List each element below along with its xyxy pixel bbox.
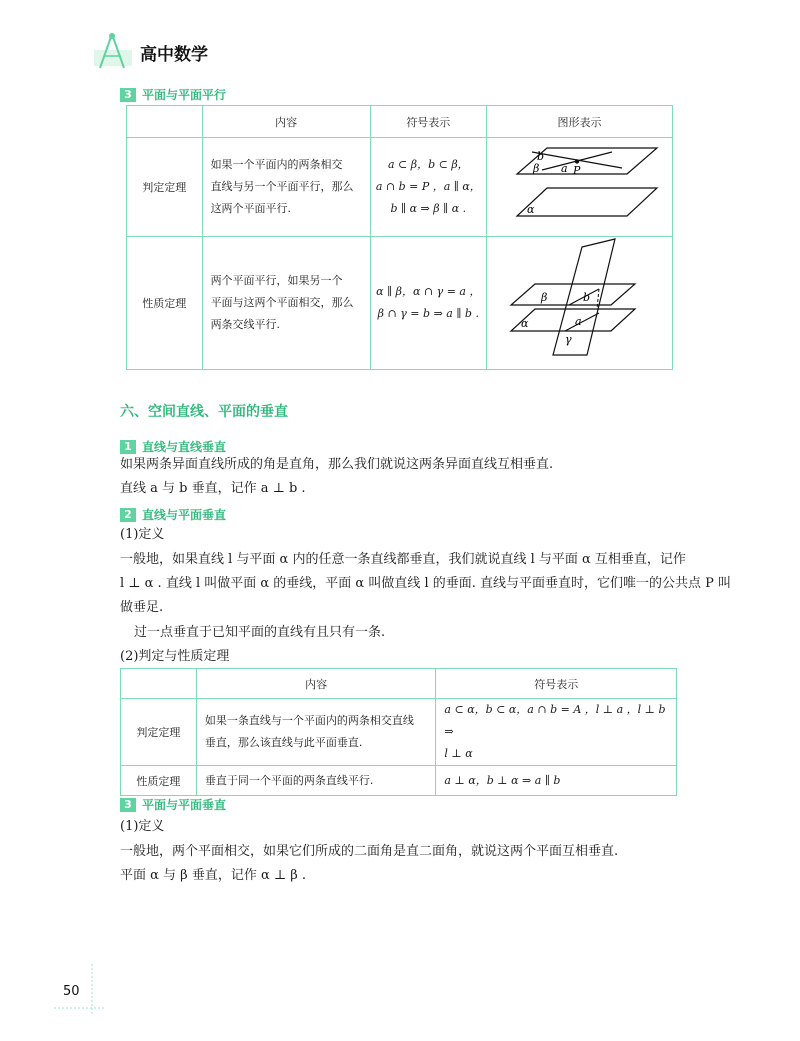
content-cell (202, 237, 370, 370)
label-beta: β (540, 291, 548, 304)
figure-cell (486, 138, 672, 237)
symbol-line: b ∥ α ⇒ β ∥ α . (390, 202, 467, 215)
paragraph: 直线 a 与 b 垂直，记作 a ⊥ b . (120, 481, 306, 496)
plane-parallel-table (126, 105, 673, 370)
column-header-content: 内容 (202, 106, 370, 138)
content-line: 直线与另一个平面平行，那么 (210, 180, 354, 193)
label-P: P (572, 164, 581, 177)
content-line: 两条交线平行. (210, 318, 281, 331)
paragraph: 一般地，两个平面相交，如果它们所成的二面角是直二面角，就说这两个平面互相垂直. (120, 844, 619, 859)
paragraph: 平面 α 与 β 垂直，记作 α ⊥ β . (120, 868, 307, 883)
section-label-text: 直线与平面垂直 (142, 508, 227, 522)
content-line: 平面与这两个平面相交，那么 (210, 296, 354, 309)
definition-heading: (1)定义 (120, 527, 165, 542)
table-row (121, 766, 677, 796)
section-label-text: 平面与平面平行 (142, 88, 227, 102)
content-cell (202, 138, 370, 237)
table-corner-cell (127, 106, 203, 138)
intersecting-planes-figure (487, 237, 672, 365)
paragraph: 一般地，如果直线 l 与平面 α 内的任意一条直线都垂直，我们就说直线 l 与平面 α 互相垂直，记作 (120, 552, 686, 567)
paragraph: l ⊥ α . 直线 l 叫做平面 α 的垂线，平面 α 叫做直线 l 的垂面. 直线与平面垂直时，它们唯一的公共点 P 叫 (120, 576, 732, 591)
content-line: 两个平面平行，如果另一个 (210, 274, 343, 287)
content-cell (196, 699, 436, 766)
symbol-cell (370, 138, 486, 237)
page-corner-decoration-icon (50, 960, 110, 1020)
table-row (127, 138, 673, 237)
table-row (127, 237, 673, 370)
paragraph: 过一点垂直于已知平面的直线有且只有一条. (134, 625, 386, 640)
paragraph: 做垂足. (120, 600, 164, 615)
content-line: 这两个平面平行. (210, 202, 292, 215)
section-number: 3 (120, 798, 136, 812)
section-number: 2 (120, 508, 136, 522)
row-header: 判定定理 (121, 699, 197, 766)
table-corner-cell (121, 669, 197, 699)
content-cell (196, 766, 436, 796)
column-header-content: 内容 (196, 669, 436, 699)
symbol-line: α ∥ β，α ∩ γ = a ， (376, 285, 481, 298)
section-label-plane-parallel (120, 86, 226, 103)
row-header: 性质定理 (127, 237, 203, 370)
definition-heading: (1)定义 (120, 819, 165, 834)
content-line: 垂直于同一个平面的两条直线平行. (204, 773, 374, 787)
section-label-plane-perpendicular (120, 796, 226, 813)
label-a: a (560, 162, 568, 175)
section-title: 六、空间直线、平面的垂直 (120, 404, 288, 420)
section-label-line-plane (120, 506, 226, 523)
symbol-line: l ⊥ α (444, 747, 473, 760)
column-header-figure: 图形表示 (486, 106, 672, 138)
row-header: 性质定理 (121, 766, 197, 796)
header-title: 高中数学 (140, 45, 208, 65)
label-b: b (582, 291, 591, 304)
symbol-cell (436, 699, 677, 766)
symbol-line: β ∩ γ = b ⇒ a ∥ b . (377, 307, 479, 320)
label-alpha: α (526, 203, 535, 216)
figure-cell (486, 237, 672, 370)
content-line: 如果一条直线与一个平面内的两条相交直线 (204, 714, 414, 727)
parallel-planes-figure (487, 138, 672, 232)
column-header-symbol: 符号表示 (370, 106, 486, 138)
symbol-line: a ⊂ α，b ⊂ α，a ∩ b = A ，l ⊥ a ，l ⊥ b ⇒ (444, 703, 666, 738)
label-gamma: γ (564, 333, 572, 346)
page-header (92, 30, 212, 76)
section-number: 1 (120, 440, 136, 454)
paragraph: 如果两条异面直线所成的角是直角，那么我们就说这两条异面直线互相垂直. (120, 457, 554, 472)
section-label-line-line (120, 438, 226, 455)
content-line: 垂直，那么该直线与此平面垂直. (204, 736, 363, 749)
section-number: 3 (120, 88, 136, 102)
table-row (121, 699, 677, 766)
section-label-text: 平面与平面垂直 (142, 798, 227, 812)
label-beta: β (532, 162, 540, 175)
page-number: 50 (63, 984, 80, 999)
label-a: a (574, 315, 582, 328)
symbol-line: a ∩ b = P ，a ∥ α， (375, 180, 481, 193)
label-alpha: α (520, 317, 529, 330)
line-plane-perpendicular-table (120, 668, 677, 796)
symbol-cell (436, 766, 677, 796)
definition-heading: (2)判定与性质定理 (120, 649, 230, 664)
content-line: 如果一个平面内的两条相交 (210, 158, 343, 171)
symbol-cell (370, 237, 486, 370)
symbol-line: a ⊂ β，b ⊂ β， (387, 158, 469, 171)
row-header: 判定定理 (127, 138, 203, 237)
column-header-symbol: 符号表示 (436, 669, 677, 699)
label-b: b (536, 150, 545, 163)
symbol-line: a ⊥ α，b ⊥ α ⇒ a ∥ b (444, 773, 561, 787)
compass-logo-icon (92, 30, 136, 74)
section-label-text: 直线与直线垂直 (142, 440, 227, 454)
